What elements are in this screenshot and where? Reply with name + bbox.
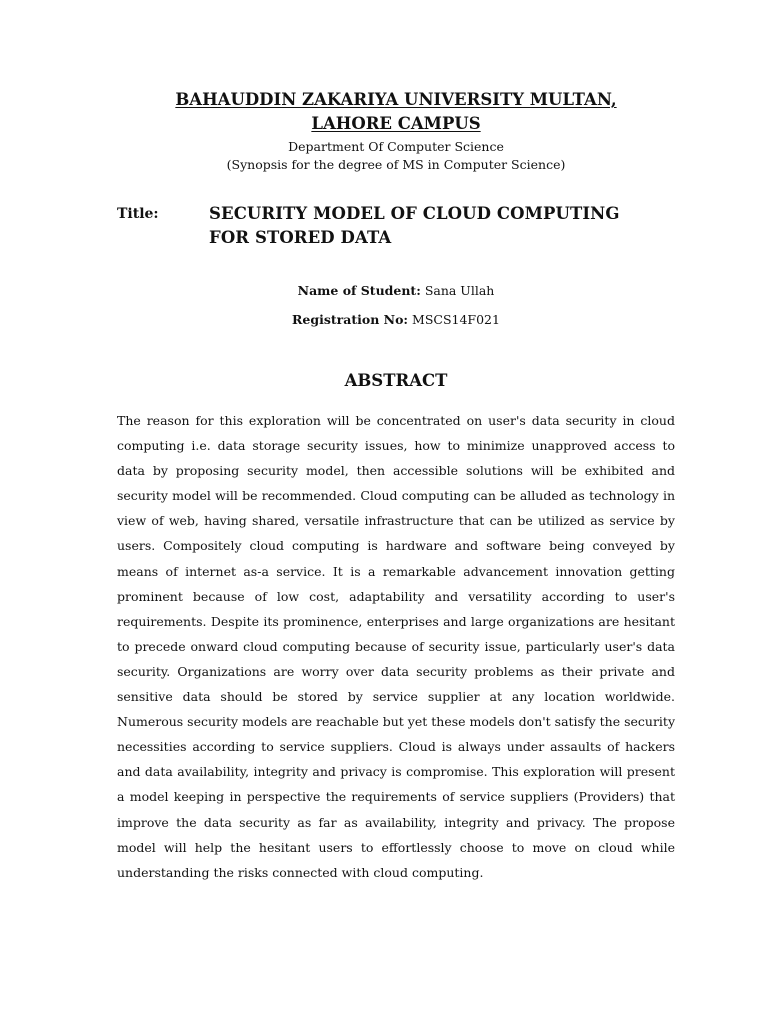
abstract-body: The reason for this exploration will be concentrated on user's data security in cloud computing i.e. data storage security issues, how to minimize unapproved access to data by proposing security model, then accessible solutions will be exhibited and security model will be recommended. Cloud computing can be alluded as technology in view of web, having shared, versatile infrastructure that can be utilized as service by users. Compositely cloud computing is hardware and software being conveyed by means of internet as-a service. It is a remarkable advancement innovation getting prominent because of low cost, adaptability and versatility according to user's requirements. Despite its prominence, enterprises and large organizations are hesitant to precede onward cloud computing because of security issue, particularly user's data security. Organizations are worry over data security problems as their private and sensitive data should be stored by service supplier at any location worldwide. Numerous security models are reachable but yet these models don't satisfy the security necessities according to service suppliers. Cloud is always under assaults of hackers and data availability, integrity and privacy is compromise. This exploration will present a model keeping in perspective the requirements of service suppliers (Providers) that improve the data security as far as availability, integrity and privacy. The propose model will help the hesitant users to effortlessly choose to move on cloud while understanding the risks connected with cloud computing.: [117, 413, 676, 880]
thesis-title-line-1: SECURITY MODEL OF CLOUD COMPUTING: [209, 204, 620, 223]
title-label: Title:: [117, 206, 159, 222]
registration-line: [117, 311, 675, 329]
synopsis-line: (Synopsis for the degree of MS in Computer Science): [226, 157, 566, 172]
campus-name: LAHORE CAMPUS: [311, 114, 481, 133]
student-name-line: [117, 282, 675, 300]
student-name-label: Name of Student:: [297, 283, 421, 298]
thesis-title: [209, 202, 620, 250]
title-row: [117, 202, 675, 250]
department-line: Department Of Computer Science: [288, 139, 504, 154]
university-heading: [117, 0, 675, 136]
registration-label: Registration No:: [292, 312, 409, 327]
student-name-value: Sana Ullah: [424, 283, 495, 298]
university-name: BAHAUDDIN ZAKARIYA UNIVERSITY MULTAN,: [175, 90, 617, 109]
registration-value: MSCS14F021: [412, 312, 500, 327]
thesis-title-line-2: FOR STORED DATA: [209, 228, 392, 247]
abstract-heading: ABSTRACT: [344, 371, 448, 390]
